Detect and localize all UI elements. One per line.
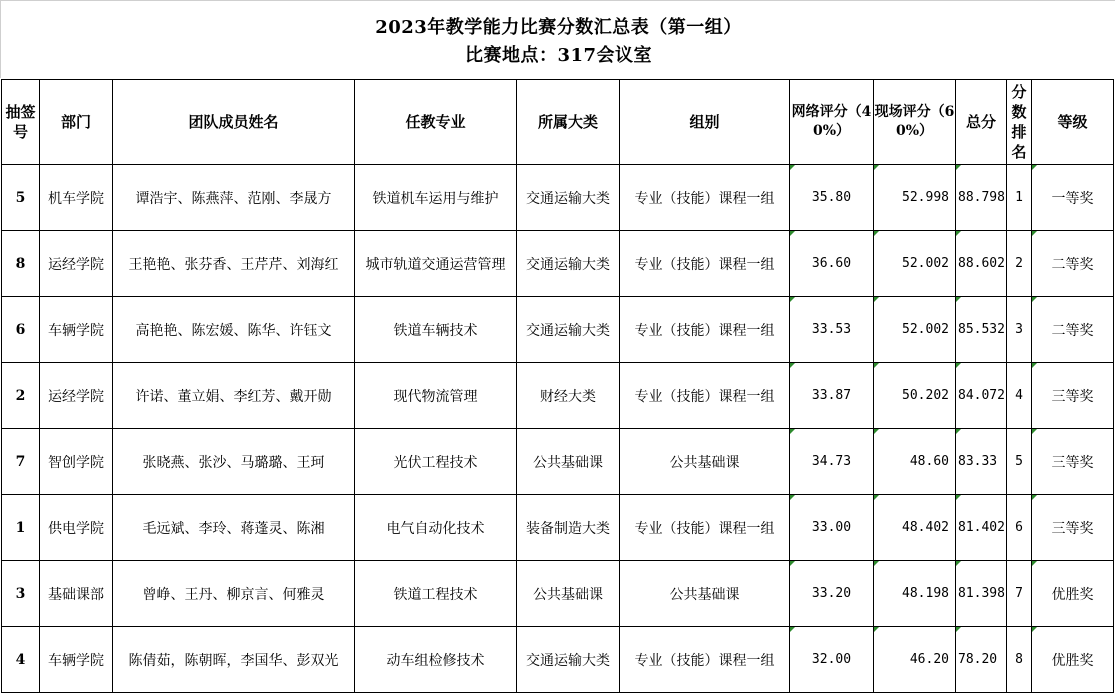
table-row: [2, 429, 1114, 495]
cell-category[interactable]: 交通运输大类: [517, 297, 620, 363]
cell-dept[interactable]: 车辆学院: [40, 627, 113, 693]
cell-rank[interactable]: 1: [1007, 165, 1032, 231]
cell-onsite-score[interactable]: 52.998: [874, 165, 956, 231]
cell-rank[interactable]: 3: [1007, 297, 1032, 363]
table-row: [2, 363, 1114, 429]
cell-lot[interactable]: 1: [2, 495, 40, 561]
venue-subtitle: 比赛地点：317会议室: [464, 45, 653, 66]
cell-members[interactable]: 谭浩宇、陈燕萍、范刚、李晟方: [113, 165, 355, 231]
cell-onsite-score[interactable]: 50.202: [874, 363, 956, 429]
cell-major[interactable]: 现代物流管理: [355, 363, 517, 429]
cell-lot[interactable]: 8: [2, 231, 40, 297]
cell-total[interactable]: 83.33: [956, 429, 1007, 495]
cell-major[interactable]: 光伏工程技术: [355, 429, 517, 495]
cell-members[interactable]: 高艳艳、陈宏媛、陈华、许钰文: [113, 297, 355, 363]
cell-online-score[interactable]: 32.00: [790, 627, 874, 693]
cell-group[interactable]: 专业（技能）课程一组: [620, 297, 790, 363]
table-row: [2, 231, 1114, 297]
cell-online-score[interactable]: 36.60: [790, 231, 874, 297]
cell-rank[interactable]: 5: [1007, 429, 1032, 495]
cell-category[interactable]: 公共基础课: [517, 561, 620, 627]
table-row: [2, 561, 1114, 627]
cell-major[interactable]: 铁道工程技术: [355, 561, 517, 627]
cell-rank[interactable]: 6: [1007, 495, 1032, 561]
cell-lot[interactable]: 5: [2, 165, 40, 231]
cell-category[interactable]: 交通运输大类: [517, 231, 620, 297]
cell-total[interactable]: 81.402: [956, 495, 1007, 561]
cell-grade[interactable]: 优胜奖: [1032, 627, 1114, 693]
cell-dept[interactable]: 智创学院: [40, 429, 113, 495]
table-row: [2, 495, 1114, 561]
cell-rank[interactable]: 4: [1007, 363, 1032, 429]
cell-members[interactable]: 许诺、董立娟、李红芳、戴开勋: [113, 363, 355, 429]
cell-onsite-score[interactable]: 52.002: [874, 297, 956, 363]
header-lot[interactable]: 抽签号: [2, 80, 40, 165]
header-rank[interactable]: 分数排名: [1007, 80, 1032, 165]
header-major[interactable]: 任教专业: [355, 80, 517, 165]
table-row: [2, 627, 1114, 693]
table-row: [2, 297, 1114, 363]
cell-grade[interactable]: 三等奖: [1032, 429, 1114, 495]
cell-lot[interactable]: 2: [2, 363, 40, 429]
cell-group[interactable]: 公共基础课: [620, 429, 790, 495]
cell-lot[interactable]: 7: [2, 429, 40, 495]
cell-rank[interactable]: 8: [1007, 627, 1032, 693]
cell-total[interactable]: 78.20: [956, 627, 1007, 693]
cell-major[interactable]: 电气自动化技术: [355, 495, 517, 561]
cell-grade[interactable]: 三等奖: [1032, 363, 1114, 429]
cell-major[interactable]: 铁道车辆技术: [355, 297, 517, 363]
cell-onsite-score[interactable]: 48.402: [874, 495, 956, 561]
cell-grade[interactable]: 优胜奖: [1032, 561, 1114, 627]
cell-category[interactable]: 交通运输大类: [517, 165, 620, 231]
table-row: [2, 165, 1114, 231]
cell-online-score[interactable]: 35.80: [790, 165, 874, 231]
title-area: [0, 0, 1115, 78]
score-table: [1, 79, 1114, 693]
cell-dept[interactable]: 运经学院: [40, 231, 113, 297]
cell-dept[interactable]: 基础课部: [40, 561, 113, 627]
sheet-title: 2023年教学能力比赛分数汇总表（第一组）: [375, 17, 742, 38]
cell-major[interactable]: 城市轨道交通运营管理: [355, 231, 517, 297]
cell-grade[interactable]: 三等奖: [1032, 495, 1114, 561]
cell-total[interactable]: 84.072: [956, 363, 1007, 429]
cell-lot[interactable]: 3: [2, 561, 40, 627]
cell-onsite-score[interactable]: 48.60: [874, 429, 956, 495]
cell-members[interactable]: 张晓燕、张沙、马璐璐、王珂: [113, 429, 355, 495]
header-dept[interactable]: 部门: [40, 80, 113, 165]
header-grade[interactable]: 等级: [1032, 80, 1114, 165]
cell-major[interactable]: 铁道机车运用与维护: [355, 165, 517, 231]
header-row: [2, 80, 1114, 165]
header-group[interactable]: 组别: [620, 80, 790, 165]
cell-rank[interactable]: 7: [1007, 561, 1032, 627]
table-body: [2, 165, 1114, 693]
cell-online-score[interactable]: 33.87: [790, 363, 874, 429]
cell-total[interactable]: 88.798: [956, 165, 1007, 231]
cell-group[interactable]: 专业（技能）课程一组: [620, 165, 790, 231]
cell-online-score[interactable]: 34.73: [790, 429, 874, 495]
cell-onsite-score[interactable]: 48.198: [874, 561, 956, 627]
cell-group[interactable]: 专业（技能）课程一组: [620, 495, 790, 561]
header-category[interactable]: 所属大类: [517, 80, 620, 165]
header-online-score[interactable]: 网络评分（40%）: [790, 80, 874, 165]
cell-category[interactable]: 公共基础课: [517, 429, 620, 495]
cell-total[interactable]: 81.398: [956, 561, 1007, 627]
cell-major[interactable]: 动车组检修技术: [355, 627, 517, 693]
cell-online-score[interactable]: 33.53: [790, 297, 874, 363]
cell-dept[interactable]: 运经学院: [40, 363, 113, 429]
cell-group[interactable]: 专业（技能）课程一组: [620, 363, 790, 429]
cell-group[interactable]: 专业（技能）课程一组: [620, 231, 790, 297]
cell-grade[interactable]: 二等奖: [1032, 297, 1114, 363]
cell-lot[interactable]: 4: [2, 627, 40, 693]
cell-online-score[interactable]: 33.00: [790, 495, 874, 561]
cell-group[interactable]: 专业（技能）课程一组: [620, 627, 790, 693]
header-onsite-score[interactable]: 现场评分（60%）: [874, 80, 956, 165]
cell-grade[interactable]: 一等奖: [1032, 165, 1114, 231]
cell-onsite-score[interactable]: 52.002: [874, 231, 956, 297]
cell-dept[interactable]: 车辆学院: [40, 297, 113, 363]
cell-dept[interactable]: 机车学院: [40, 165, 113, 231]
cell-category[interactable]: 交通运输大类: [517, 627, 620, 693]
cell-lot[interactable]: 6: [2, 297, 40, 363]
cell-category[interactable]: 装备制造大类: [517, 495, 620, 561]
cell-group[interactable]: 公共基础课: [620, 561, 790, 627]
cell-online-score[interactable]: 33.20: [790, 561, 874, 627]
cell-members[interactable]: 陈倩茹，陈朝晖，李国华、彭双光: [113, 627, 355, 693]
cell-total[interactable]: 85.532: [956, 297, 1007, 363]
cell-category[interactable]: 财经大类: [517, 363, 620, 429]
cell-dept[interactable]: 供电学院: [40, 495, 113, 561]
cell-total[interactable]: 88.602: [956, 231, 1007, 297]
cell-members[interactable]: 毛远斌、李玲、蒋蓬灵、陈湘: [113, 495, 355, 561]
cell-rank[interactable]: 2: [1007, 231, 1032, 297]
header-members[interactable]: 团队成员姓名: [113, 80, 355, 165]
cell-grade[interactable]: 二等奖: [1032, 231, 1114, 297]
cell-members[interactable]: 曾峥、王丹、柳京言、何雅灵: [113, 561, 355, 627]
header-total[interactable]: 总分: [956, 80, 1007, 165]
cell-members[interactable]: 王艳艳、张芬香、王芹芹、刘海红: [113, 231, 355, 297]
cell-onsite-score[interactable]: 46.20: [874, 627, 956, 693]
